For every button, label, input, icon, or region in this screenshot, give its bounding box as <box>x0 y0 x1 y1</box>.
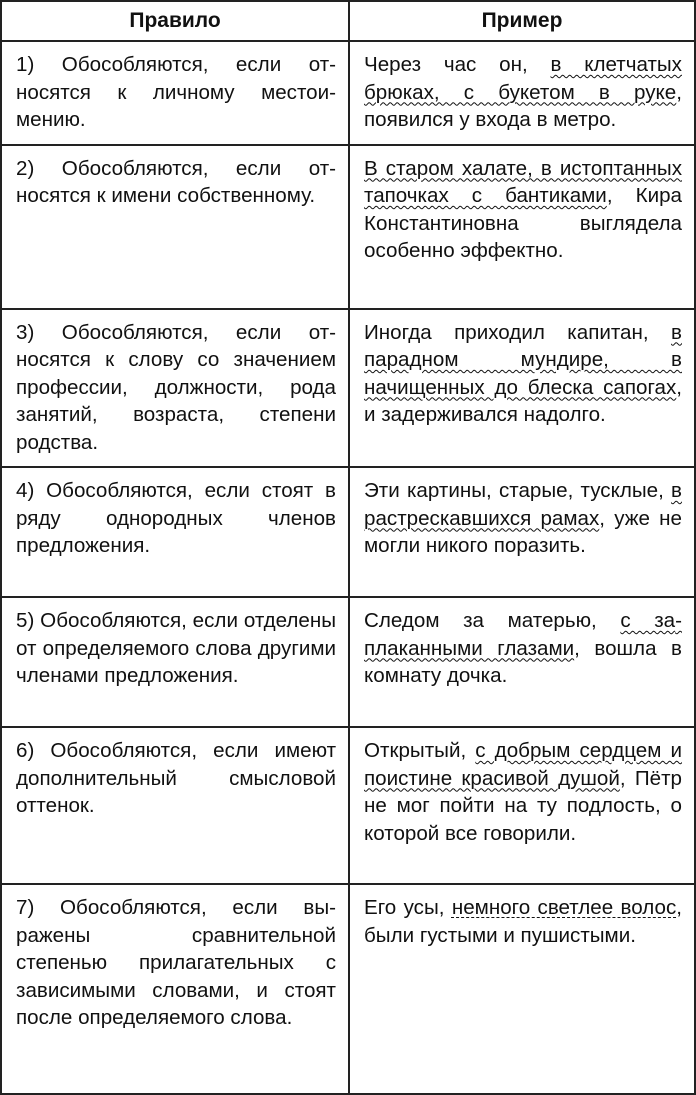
example-text: Его усы, <box>364 896 452 919</box>
example-cell <box>349 727 695 884</box>
example-cell <box>349 41 695 145</box>
example-cell <box>349 467 695 597</box>
example-cell <box>349 884 695 1094</box>
rule-cell: 3) Обособляются, если относятся к слову со значением профессии, должности, рода занятий, возраста, степени родства. <box>1 309 349 468</box>
underlined-phrase: немного светлее волос <box>451 896 677 919</box>
example-text: Следом за матерью, <box>364 609 621 632</box>
example-text: , Кира Константиновна выглядела особенно эффектно. <box>364 184 682 262</box>
table-row <box>1 467 695 597</box>
header-example: Пример <box>349 1 695 41</box>
underlined-phrase: в растрескавшихся рамах <box>364 479 682 530</box>
example-cell <box>349 309 695 468</box>
example-cell <box>349 597 695 727</box>
underlined-phrase: с заплаканными глазами <box>364 609 682 660</box>
example-text: , и задерживался надолго. <box>364 375 682 426</box>
example-text: Через час он, <box>364 53 551 76</box>
example-text: , появился у входа в метро. <box>364 80 682 131</box>
rule-cell: 2) Обособляются, если относятся к имени собственному. <box>1 145 349 309</box>
example-cell <box>349 145 695 309</box>
example-text: , Пётр не мог пойти на ту подлость, о которой все говорили. <box>364 766 682 845</box>
table-row <box>1 145 695 309</box>
underlined-phrase: в клетчатых брюках, с букетом в руке <box>364 53 682 104</box>
rule-cell: 5) Обособляются, если отделены от определяемого слова другими членами предложения. <box>1 597 349 727</box>
example-text: Открытый, <box>364 739 476 762</box>
example-text: Эти картины, старые, тусклые, <box>364 479 672 502</box>
example-text: , были густыми и пушистыми. <box>364 896 682 947</box>
underlined-phrase: В старом халате, в истоптанных тапочках с бантиками <box>364 156 682 207</box>
example-text: , уже не могли никого поразить. <box>364 506 682 557</box>
rule-cell: 7) Обособляются, если выражены сравнительной степенью прилагательных с зависимыми словами, и стоят после определяемого слова. <box>1 884 349 1094</box>
table-row <box>1 884 695 1094</box>
rule-cell: 6) Обособляются, если имеют дополнительный смысловой оттенок. <box>1 727 349 884</box>
header-rule: Правило <box>1 1 349 41</box>
table-row <box>1 309 695 468</box>
table-row <box>1 727 695 884</box>
example-text: , вошла в комнату дочка. <box>364 636 682 687</box>
rule-cell: 1) Обособляются, если относятся к личному местоимению. <box>1 41 349 145</box>
header-row <box>1 1 695 41</box>
table-row <box>1 597 695 727</box>
underlined-phrase: в парадном мундире, в начищенных до блеска сапогах <box>364 320 682 399</box>
example-text: Иногда приходил капитан, <box>364 320 672 344</box>
table-row <box>1 41 695 145</box>
rule-cell: 4) Обособляются, если стоят в ряду однородных членов предложения. <box>1 467 349 597</box>
underlined-phrase: с добрым сердцем и поистине красивой душой <box>364 739 682 790</box>
